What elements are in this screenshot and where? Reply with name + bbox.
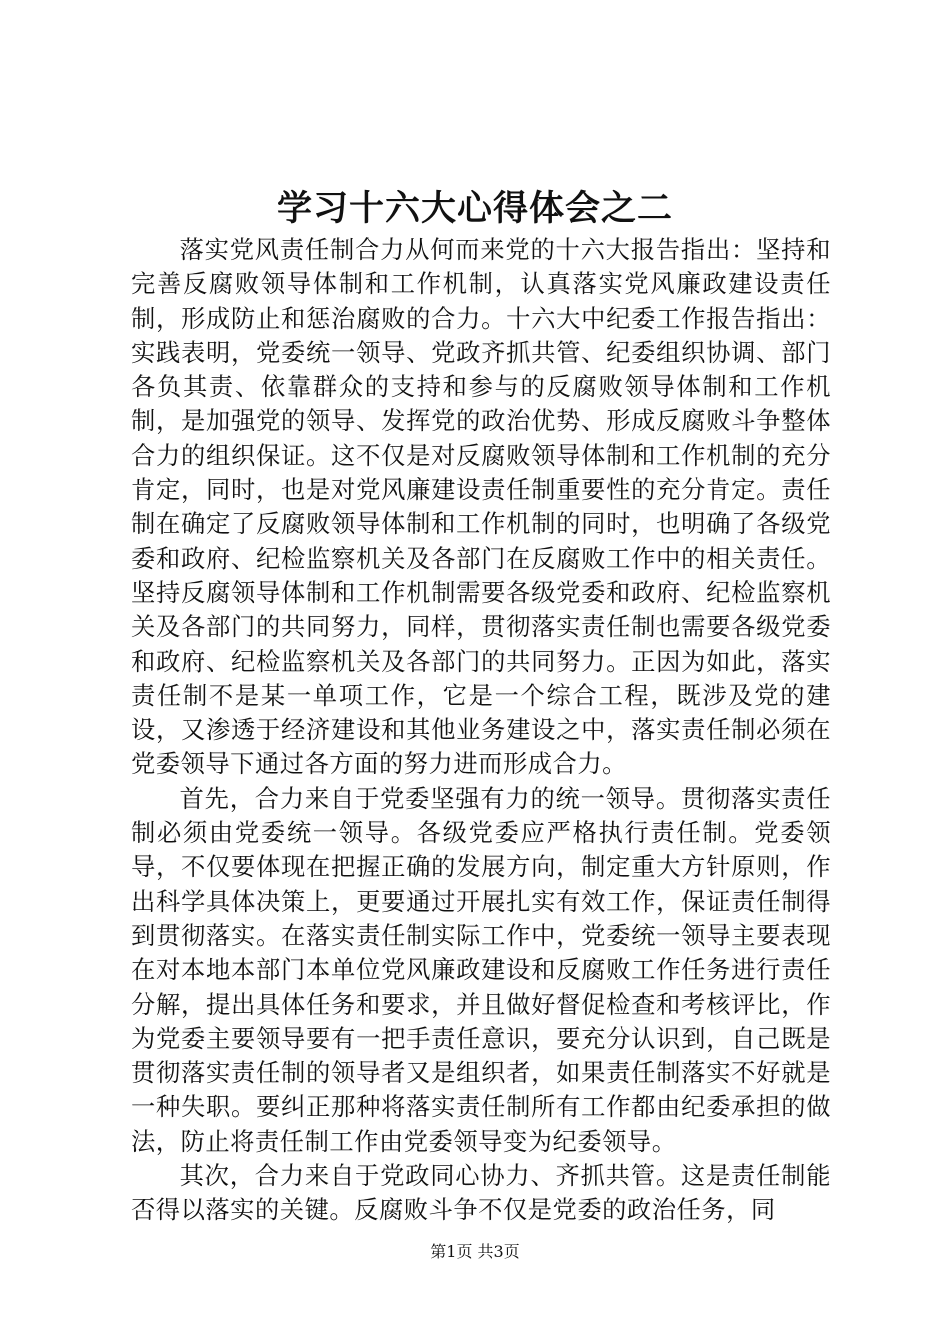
paragraph-2: 首先，合力来自于党委坚强有力的统一领导。贯彻落实责任制必须由党委统一领导。各级党委应严格执行责任制。党委领导，不仅要体现在把握正确的发展方向，制定重大方针原则，作出科学具体决策上，更要通过开展扎实有效工作，保证责任制得到贯彻落实。在落实责任制实际工作中，党委统一领导主要表现在对本地本部门本单位党风廉政建设和反腐败工作任务进行责任分解，提出具体任务和要求，并且做好督促检查和考核评比，作为党委主要领导要有一把手责任意识，要充分认识到，自己既是贯彻落实责任制的领导者又是组织者，如果责任制落实不好就是一种失职。要纠正那种将落实责任制所有工作都由纪委承担的做法，防止将责任制工作由党委领导变为纪委领导。	[131, 783, 831, 1156]
paragraph-1: 落实党风责任制合力从何而来党的十六大报告指出：坚持和完善反腐败领导体制和工作机制，认真落实党风廉政建设责任制，形成防止和惩治腐败的合力。十六大中纪委工作报告指出：实践表明，党委统一领导、党政齐抓共管、纪委组织协调、部门各负其责、依靠群众的支持和参与的反腐败领导体制和工作机制，是加强党的领导、发挥党的政治优势、形成反腐败斗争整体合力的组织保证。这不仅是对反腐败领导体制和工作机制的充分肯定，同时，也是对党风廉建设责任制重要性的充分肯定。责任制在确定了反腐败领导体制和工作机制的同时，也明确了各级党委和政府、纪检监察机关及各部门在反腐败工作中的相关责任。坚持反腐领导体制和工作机制需要各级党委和政府、纪检监察机关及各部门的共同努力，同样，贯彻落实责任制也需要各级党委和政府、纪检监察机关及各部门的共同努力。正因为如此，落实责任制不是某一单项工作，它是一个综合工程，既涉及党的建设，又渗透于经济建设和其他业务建设之中，落实责任制必须在党委领导下通过各方面的努力进而形成合力。	[131, 235, 831, 779]
document-body	[131, 233, 831, 1228]
page-footer: 第1页 共3页	[430, 1242, 520, 1261]
paragraph-3: 其次，合力来自于党政同心协力、齐抓共管。这是责任制能否得以落实的关键。反腐败斗争不仅是党委的政治任务，同	[131, 1161, 831, 1225]
page-title: 学习十六大心得体会之二	[276, 188, 673, 229]
